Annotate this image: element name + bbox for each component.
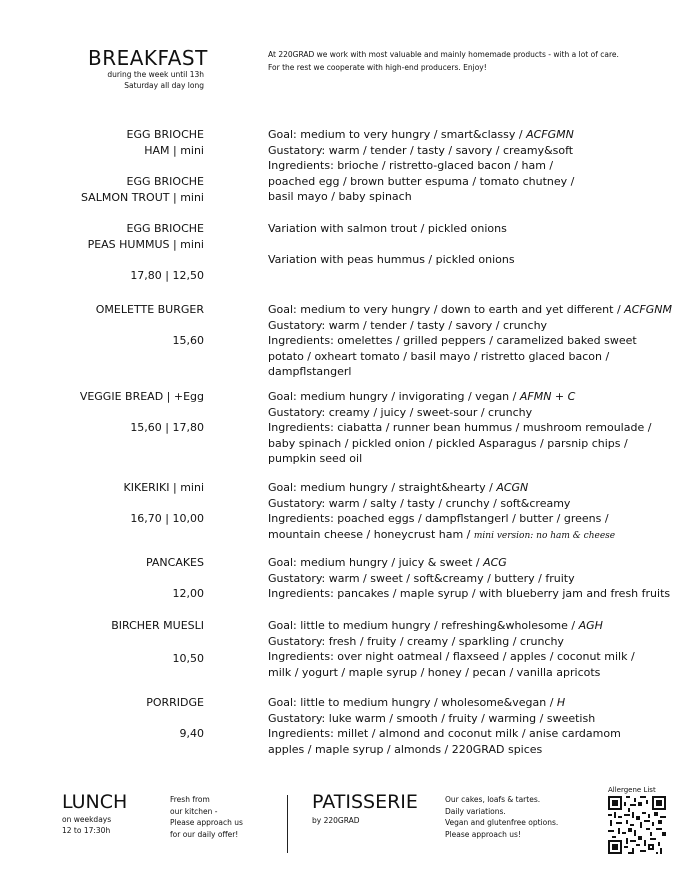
item-name: KIKERIKI | mini bbox=[123, 481, 204, 494]
item-name: BIRCHER MUESLI bbox=[111, 619, 204, 632]
lunch-title: LUNCH bbox=[62, 791, 128, 813]
variation-line: Variation with peas hummus / pickled onions bbox=[268, 253, 515, 266]
goal-line: Goal: medium to very hungry / smart&classy / ACFGMN bbox=[268, 128, 574, 141]
item-name bbox=[88, 221, 204, 252]
ingredients-line: baby spinach / pickled onion / pickled Asparagus / parsnip chips / bbox=[268, 436, 628, 450]
hours-saturday: Saturday all day long bbox=[124, 81, 204, 90]
ingredients-line: apples / maple syrup / almonds / 220GRAD spices bbox=[268, 742, 543, 756]
gustatory-line: Gustatory: warm / sweet / soft&creamy / buttery / fruity bbox=[268, 571, 575, 585]
goal-line: Goal: medium hungry / invigorating / vegan / AFMN + C bbox=[268, 390, 576, 403]
gustatory-line: Gustatory: warm / tender / tasty / savory / creamy&soft bbox=[268, 143, 574, 157]
allergen-codes: ACFGMN bbox=[526, 128, 574, 141]
ingredients-line: Ingredients: omelettes / grilled peppers / caramelized baked sweet bbox=[268, 334, 637, 347]
item-price: 10,50 bbox=[172, 652, 204, 665]
goal-line: Goal: medium hungry / straight&hearty / ACGN bbox=[268, 481, 529, 494]
lunch-note-line: for our daily offer! bbox=[170, 829, 239, 839]
lunch-note-line: Please approach us bbox=[170, 818, 243, 827]
item-price: 16,70 | 10,00 bbox=[130, 512, 204, 525]
item-name: PORRIDGE bbox=[146, 696, 204, 709]
allergene-list-label: Allergene List bbox=[608, 786, 656, 794]
patisserie-byline: by 220GRAD bbox=[312, 816, 360, 825]
patisserie-note-line: Daily variations. bbox=[445, 806, 506, 816]
item-description bbox=[268, 618, 635, 680]
ingredients-line: mountain cheese / honeycrust ham / mini version: no ham & cheese bbox=[268, 527, 616, 541]
goal-line: Goal: medium to very hungry / down to earth and yet different / ACFGNM bbox=[268, 303, 672, 316]
item-description bbox=[268, 302, 672, 380]
goal-line: Goal: little to medium hungry / refreshing&wholesome / AGH bbox=[268, 619, 603, 632]
lunch-note bbox=[170, 794, 243, 840]
item-name-line: SALMON TROUT | mini bbox=[80, 190, 204, 204]
ingredients-line: Ingredients: millet / almond and coconut milk / anise cardamom bbox=[268, 727, 621, 740]
item-name: OMELETTE BURGER bbox=[95, 303, 204, 316]
item-description bbox=[268, 555, 670, 602]
qr-code-icon[interactable] bbox=[608, 796, 666, 854]
patisserie-note-line: Vegan and glutenfree options. bbox=[445, 818, 559, 827]
patisserie-note bbox=[445, 794, 558, 840]
ingredients-line: poached egg / brown butter espuma / tomato chutney / bbox=[268, 174, 575, 188]
item-description bbox=[268, 695, 621, 757]
goal-line: Goal: medium hungry / juicy & sweet / ACG bbox=[268, 556, 507, 569]
item-name-line: EGG BRIOCHE bbox=[126, 175, 204, 188]
lunch-hours-line: on weekdays bbox=[62, 815, 112, 824]
item-name: PANCAKES bbox=[145, 556, 204, 569]
gustatory-line: Gustatory: luke warm / smooth / fruity / warming / sweetish bbox=[268, 711, 596, 725]
allergen-codes: ACGN bbox=[496, 481, 529, 494]
patisserie-note-line: Please approach us! bbox=[445, 829, 521, 839]
patisserie-note-line: Our cakes, loafs & tartes. bbox=[445, 795, 541, 804]
lunch-note-line: Fresh from bbox=[170, 795, 210, 804]
ingredients-line: pumpkin seed oil bbox=[268, 452, 363, 465]
gustatory-line: Gustatory: warm / salty / tasty / crunchy / soft&creamy bbox=[268, 496, 571, 510]
item-price: 9,40 bbox=[179, 727, 204, 740]
allergen-codes: ACG bbox=[483, 556, 507, 569]
item-price: 15,60 | 17,80 bbox=[130, 421, 204, 434]
gustatory-line: Gustatory: fresh / fruity / creamy / sparkling / crunchy bbox=[268, 634, 564, 648]
ingredients-line: potato / oxheart tomato / basil mayo / ristretto glaced bacon / bbox=[268, 349, 610, 363]
ingredients-line: milk / yogurt / maple syrup / honey / pecan / vanilla apricots bbox=[268, 665, 601, 679]
hours-weekday: during the week until 13h bbox=[107, 70, 204, 79]
item-name bbox=[127, 127, 205, 158]
ingredients-line: dampflstangerl bbox=[268, 365, 352, 378]
item-price: 15,60 bbox=[172, 334, 204, 347]
allergen-codes: AFMN + C bbox=[519, 390, 576, 403]
item-description bbox=[268, 480, 615, 544]
ingredients-line: Ingredients: poached eggs / dampflstangerl / butter / greens / bbox=[268, 512, 609, 525]
item-price: 17,80 | 12,50 bbox=[130, 269, 204, 282]
intro-line: For the rest we cooperate with high-end producers. Enjoy! bbox=[268, 63, 487, 72]
patisserie-title: PATISSERIE bbox=[312, 791, 418, 813]
item-name-line: EGG BRIOCHE bbox=[126, 222, 204, 235]
gustatory-line: Gustatory: warm / tender / tasty / savory / crunchy bbox=[268, 318, 548, 332]
ingredients-line: Ingredients: brioche / ristretto-glaced bacon / ham / bbox=[268, 159, 554, 172]
allergen-codes: ACFGNM bbox=[624, 303, 672, 316]
lunch-hours-line: 12 to 17:30h bbox=[62, 826, 111, 835]
item-name-line: HAM | mini bbox=[144, 143, 204, 157]
allergen-codes: AGH bbox=[578, 619, 603, 632]
ingredients-line: Ingredients: ciabatta / runner bean hummus / mushroom remoulade / bbox=[268, 421, 652, 434]
allergen-codes: H bbox=[556, 696, 566, 709]
item-name bbox=[81, 174, 204, 205]
mini-version-note: mini version: no ham & cheese bbox=[473, 530, 616, 541]
item-price: 12,00 bbox=[172, 587, 204, 600]
item-description bbox=[268, 389, 651, 467]
item-name-line: PEAS HUMMUS | mini bbox=[87, 237, 204, 251]
item-name: VEGGIE BREAD | +Egg bbox=[79, 390, 204, 403]
footer-divider bbox=[287, 795, 288, 853]
goal-line: Goal: little to medium hungry / wholesome&vegan / H bbox=[268, 696, 566, 709]
item-name-line: EGG BRIOCHE bbox=[126, 128, 204, 141]
ingredients-line: Ingredients: over night oatmeal / flaxseed / apples / coconut milk / bbox=[268, 650, 635, 663]
item-description bbox=[268, 127, 574, 205]
lunch-note-line: our kitchen - bbox=[170, 806, 218, 816]
intro-text bbox=[268, 48, 619, 74]
variation-line: Variation with salmon trout / pickled onions bbox=[268, 222, 507, 235]
gustatory-line: Gustatory: creamy / juicy / sweet-sour / crunchy bbox=[268, 405, 533, 419]
intro-line: At 220GRAD we work with most valuable and mainly homemade products - with a lot of care. bbox=[268, 50, 619, 59]
ingredients-line: Ingredients: pancakes / maple syrup / with blueberry jam and fresh fruits bbox=[268, 587, 671, 600]
ingredients-line: basil mayo / baby spinach bbox=[268, 190, 412, 203]
lunch-hours bbox=[62, 814, 111, 836]
page-title: BREAKFAST bbox=[88, 46, 208, 70]
